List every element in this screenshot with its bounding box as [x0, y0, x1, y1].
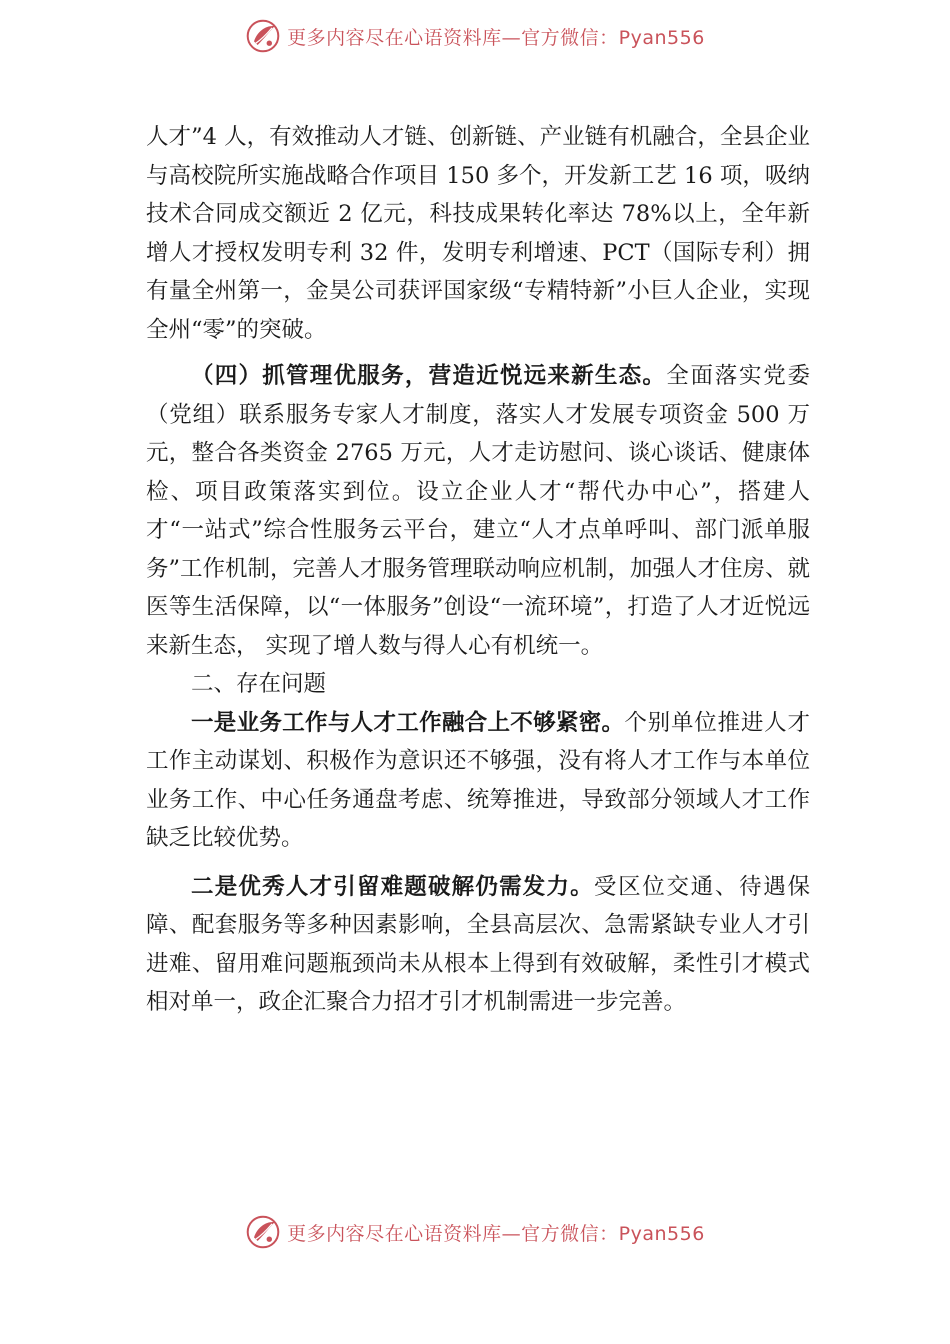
section-title: 二、存在问题 [191, 671, 327, 697]
paragraph-heading: （四）抓管理优服务，营造近悦远来新生态。 [191, 363, 667, 389]
header-banner-text: 更多内容尽在心语资料库—官方微信：Pyan556 [287, 26, 705, 49]
logo-icon [245, 18, 281, 54]
paragraph-text: 个别单位推进人才工作主动谋划、积极作为意识还不够强，没有将人才工作与本单位业务工作、中心任务通盘考虑、统筹推进，导致部分领域人才工作缺乏比较优势。 [146, 709, 810, 851]
paragraph-issue-one [146, 704, 810, 858]
paragraph-management-service [146, 357, 810, 665]
header-wechat-id: Pyan556 [618, 26, 705, 49]
document-body [146, 118, 810, 1022]
logo-icon [245, 1214, 281, 1250]
paragraph-issue-two [146, 868, 810, 1022]
paragraph-continuation: 人才”4 人，有效推动人才链、创新链、产业链有机融合，全县企业与高校院所实施战略合作项目 150 多个，开发新工艺 16 项，吸纳技术合同成交额近 2 亿元，科技成果转化率达 78%以上，全年新增人才授权发明专利 32 件，发明专利增速、PCT（国际专利）拥有量全州第一，金昊公司获评国家级“专精特新”小巨人企业，实现全州“零”的突破。 [146, 124, 810, 343]
footer-banner [0, 1210, 950, 1254]
paragraph-heading: 二是优秀人才引留难题破解仍需发力。 [191, 873, 594, 900]
paragraph-text: 受区位交通、待遇保障、配套服务等多种因素影响，全县高层次、急需紧缺专业人才引进难、留用难问题瓶颈尚未从根本上得到有效破解，柔性引才模式相对单一，政企汇聚合力招才引才机制需进一步完善。 [146, 873, 810, 1015]
paragraph-heading: 一是业务工作与人才工作融合上不够紧密。 [191, 709, 625, 736]
footer-wechat-id: Pyan556 [618, 1222, 705, 1245]
paragraph-text: 全面落实党委（党组）联系服务专家人才制度，落实人才发展专项资金 500 万元，整合各类资金 2765 万元，人才走访慰问、谈心谈话、健康体检、项目政策落实到位。设立企业人才“帮代办中心”，搭建人才“一站式”综合性服务云平台，建立“人才点单呼叫、部门派单服务”工作机制，完善人才服务管理联动响应机制，加强人才住房、就医等生活保障，以“一体服务”创设“一流环境”，打造了人才近悦远来新生态， 实现了增人数与得人心有机统一。 [146, 363, 811, 659]
footer-banner-text: 更多内容尽在心语资料库—官方微信：Pyan556 [287, 1222, 705, 1245]
header-banner [0, 14, 950, 58]
